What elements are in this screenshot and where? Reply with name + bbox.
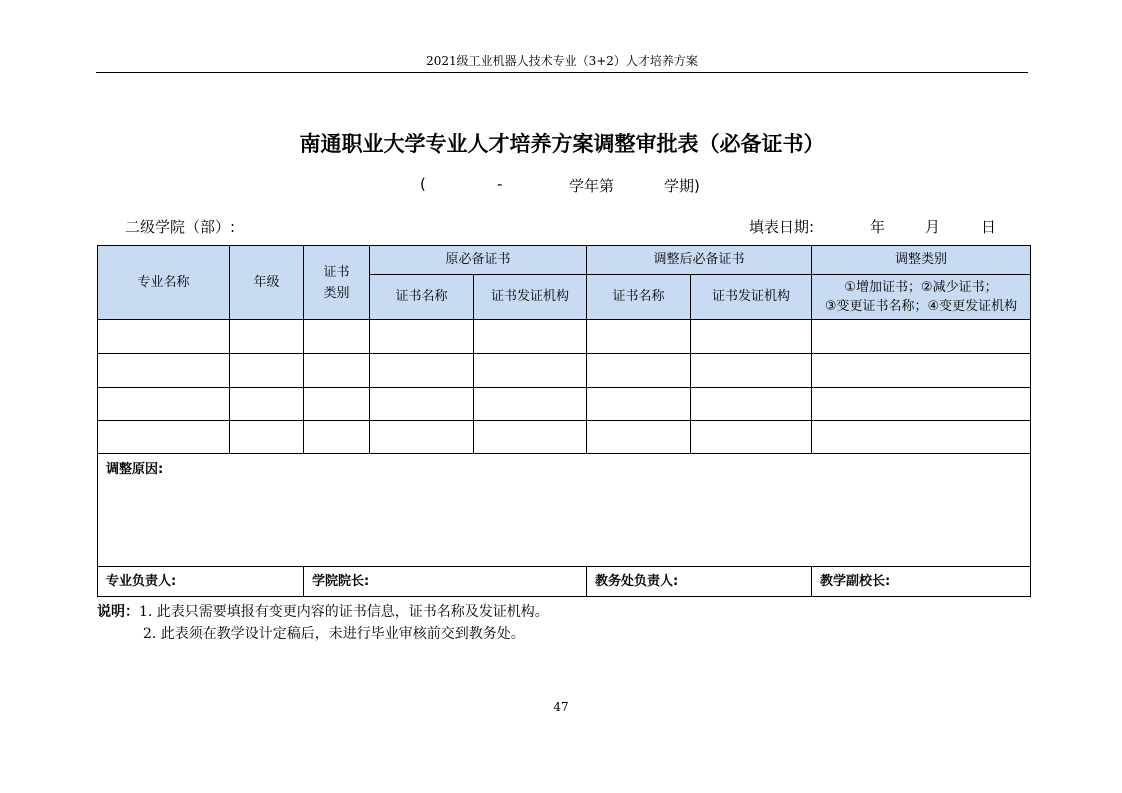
term-dash: - [497,175,503,193]
cell[interactable] [691,388,812,421]
cell[interactable] [230,320,304,354]
cell[interactable] [230,388,304,421]
header-adjusted-certs: 调整后必备证书 [587,246,812,275]
cell[interactable] [587,388,691,421]
cell[interactable] [691,354,812,388]
cell[interactable] [812,354,1031,388]
cell[interactable] [304,320,370,354]
cell[interactable] [812,320,1031,354]
sign-academic-affairs[interactable]: 教务处负责人: [587,567,812,597]
header-adjust-type: 调整类别 [812,246,1031,275]
header-rule [96,72,1028,73]
cell[interactable] [304,421,370,454]
header-orig-cert-name: 证书名称 [370,275,474,320]
form-title: 南通职业大学专业人才培养方案调整审批表（必备证书） [299,131,825,156]
cell[interactable] [370,421,474,454]
fill-date-label: 填表日期: [749,218,815,236]
page-header: 2021级工业机器人技术专业（3+2）人才培养方案 [426,54,698,68]
cell[interactable] [370,388,474,421]
header-cert-category-text: 证书类别 [323,264,350,301]
date-month: 月 [925,218,941,236]
term-open-paren: ( [420,175,426,193]
cell[interactable] [812,421,1031,454]
cell[interactable] [587,354,691,388]
sign-vice-president[interactable]: 教学副校长: [812,567,1031,597]
adjust-reason-cell[interactable] [98,454,1031,567]
adjust-reason-label: 调整原因: [106,462,164,477]
sign-major-head[interactable]: 专业负责人: [98,567,304,597]
notes-item-1: 1. 此表只需要填报有变更内容的证书信息，证书名称及发证机构。 [139,604,549,620]
cell[interactable] [230,421,304,454]
notes-label: 说明： [97,604,139,620]
header-adjust-type-options [812,275,1031,320]
term-semester-label: 学期) [664,177,700,195]
cell[interactable] [304,388,370,421]
college-label: 二级学院（部）: [125,218,236,236]
cell[interactable] [370,320,474,354]
cell[interactable] [691,320,812,354]
cell[interactable] [98,354,230,388]
header-grade: 年级 [230,246,304,320]
cell[interactable] [304,354,370,388]
cell[interactable] [812,388,1031,421]
table-row [98,388,1031,421]
term-year-label: 学年第 [569,177,615,195]
date-year: 年 [870,218,886,236]
cell[interactable] [587,421,691,454]
notes-item-2: 2. 此表须在教学设计定稿后，未进行毕业审核前交到教务处。 [143,626,525,642]
cell[interactable] [98,320,230,354]
date-day: 日 [981,218,997,236]
page-number: 47 [553,700,569,714]
header-cert-category [304,246,370,320]
header-adj-cert-issuer: 证书发证机构 [691,275,812,320]
approval-table [97,245,1031,597]
table-row [98,354,1031,388]
cell[interactable] [474,388,587,421]
notes [97,601,549,645]
adjust-type-option-line-1: ①增加证书；②减少证书； [844,279,998,295]
cell[interactable] [587,320,691,354]
header-adj-cert-name: 证书名称 [587,275,691,320]
cell[interactable] [474,354,587,388]
cell[interactable] [98,388,230,421]
cell[interactable] [474,421,587,454]
header-original-certs: 原必备证书 [370,246,587,275]
header-major-name: 专业名称 [98,246,230,320]
cell[interactable] [474,320,587,354]
header-orig-cert-issuer: 证书发证机构 [474,275,587,320]
table-row [98,320,1031,354]
table-row [98,421,1031,454]
cell[interactable] [230,354,304,388]
adjust-type-option-line-2: ③变更证书名称；④变更发证机构 [824,299,1018,314]
cell[interactable] [370,354,474,388]
sign-college-dean[interactable]: 学院院长: [304,567,587,597]
cell[interactable] [98,421,230,454]
cell[interactable] [691,421,812,454]
